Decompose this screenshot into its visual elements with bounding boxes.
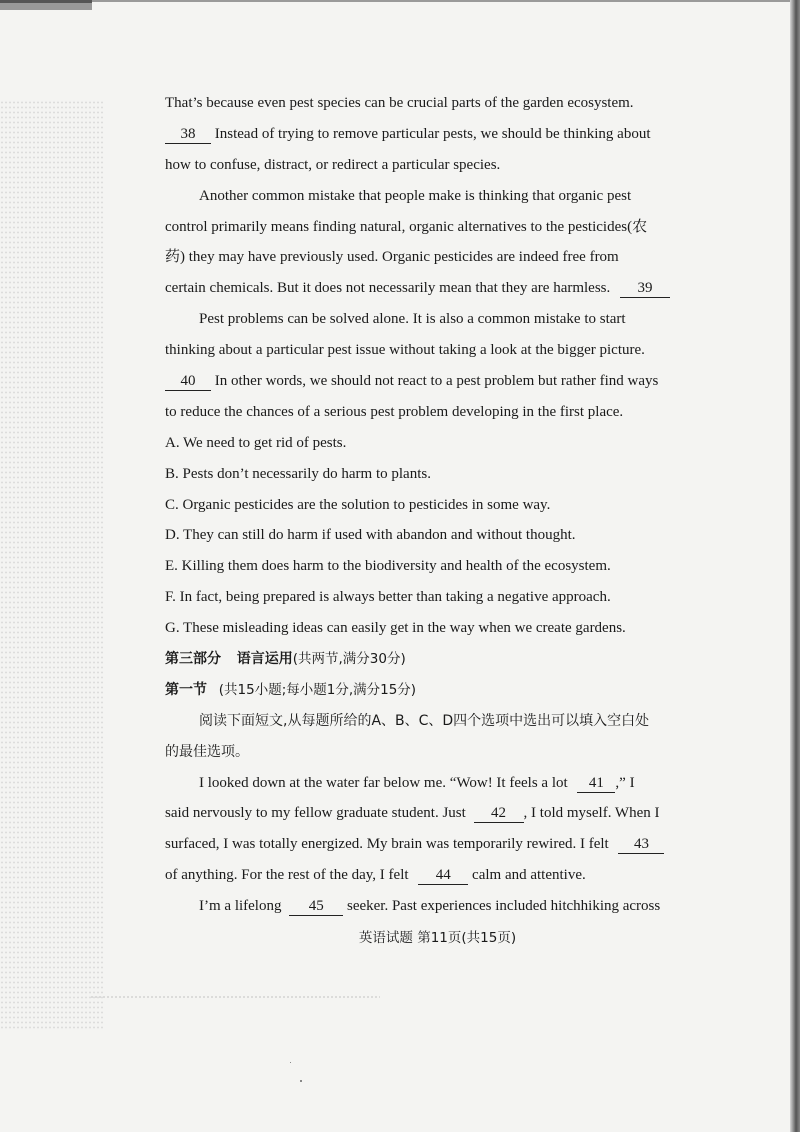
passage-line-2: [165, 798, 710, 829]
answer-blank-43[interactable]: 43: [618, 836, 664, 854]
paragraph-2-line-3: 药) they may have previously used. Organic pesticides are indeed free from: [165, 249, 619, 266]
subsection-1-title: 第一节: [165, 681, 207, 698]
paragraph-3-line-1: Pest problems can be solved alone. It is also a common mistake to start: [199, 311, 626, 328]
instruction-line-2: 的最佳选项。: [165, 743, 249, 760]
option-g: G. These misleading ideas can easily get in the way when we create gardens.: [165, 620, 626, 637]
passage-line-5-text-a: I’m a lifelong: [199, 898, 282, 915]
passage-line-4: [165, 860, 710, 891]
paragraph-3-line-2: thinking about a particular pest issue without taking a look at the bigger picture.: [165, 342, 645, 359]
passage-line-2-text-b: , I told myself. When I: [523, 805, 660, 822]
scan-edge-right: [790, 0, 800, 1132]
answer-blank-39[interactable]: 39: [620, 280, 670, 298]
option-e: E. Killing them does harm to the biodiversity and health of the ecosystem.: [165, 558, 611, 575]
answer-blank-40[interactable]: 40: [165, 373, 211, 391]
paragraph-3-line-3: [165, 366, 710, 397]
section-3-description: (共两节,满分30分): [292, 651, 406, 668]
passage-line-2-text-a: said nervously to my fellow graduate student. Just: [165, 805, 466, 822]
paragraph-2-line-4-text: certain chemicals. But it does not necessarily mean that they are harmless.: [165, 280, 611, 297]
paragraph-3-line-3-text: In other words, we should not react to a pest problem but rather find ways: [214, 373, 659, 390]
passage-line-3: [165, 829, 710, 860]
passage-line-1-text-b: ,” I: [615, 774, 635, 791]
option-d: D. They can still do harm if used with abandon and without thought.: [165, 527, 576, 544]
subsection-1-description: (共15小题;每小题1分,满分15分): [218, 681, 417, 698]
paragraph-1-line-2-text: Instead of trying to remove particular pests, we should be thinking about: [214, 125, 651, 142]
page-footer: 英语试题 第11页(共15页): [358, 930, 517, 946]
exam-page: [165, 88, 710, 946]
answer-blank-41[interactable]: 41: [577, 775, 615, 793]
paragraph-2-line-4: [165, 273, 710, 304]
scan-noise-left: [0, 100, 105, 1030]
passage-line-1: [165, 768, 710, 799]
paragraph-2-line-2: control primarily means finding natural, organic alternatives to the pesticides(农: [165, 218, 648, 235]
answer-blank-45[interactable]: 45: [289, 898, 343, 916]
answer-blank-42[interactable]: 42: [474, 805, 524, 823]
paragraph-1-line-1: That’s because even pest species can be crucial parts of the garden ecosystem.: [165, 95, 634, 111]
subsection-1-heading: [165, 675, 710, 706]
section-3-heading: [165, 644, 710, 675]
section-3-name: 语言运用: [236, 651, 293, 668]
passage-line-5-text-b: seeker. Past experiences included hitchhiking across: [346, 898, 661, 915]
scan-edge-top-line: [92, 0, 800, 2]
passage-line-1-text-a: I looked down at the water far below me. “Wow! It feels a lot: [199, 774, 568, 791]
scan-speck: [300, 1080, 302, 1082]
answer-blank-44[interactable]: 44: [418, 867, 468, 885]
option-a: A. We need to get rid of pests.: [165, 434, 347, 451]
scan-noise-bottom: [90, 995, 380, 999]
option-b: B. Pests don’t necessarily do harm to plants.: [165, 465, 431, 482]
paragraph-1-line-2: [165, 119, 710, 150]
paragraph-1-line-3: how to confuse, distract, or redirect a particular species.: [165, 156, 501, 173]
passage-line-5: [165, 891, 710, 922]
option-f: F. In fact, being prepared is always better than taking a negative approach.: [165, 589, 611, 606]
option-c: C. Organic pesticides are the solution to pesticides in some way.: [165, 496, 551, 513]
passage-line-3-text-a: surfaced, I was totally energized. My brain was temporarily rewired. I felt: [165, 836, 609, 853]
passage-line-4-text-a: of anything. For the rest of the day, I felt: [165, 867, 409, 884]
scan-speck: [290, 1062, 291, 1063]
section-3-title: 第三部分: [165, 651, 221, 668]
paragraph-2-line-1: Another common mistake that people make is thinking that organic pest: [199, 187, 632, 204]
scan-edge-top: [0, 0, 92, 10]
instruction-line-1: 阅读下面短文,从每题所给的A、B、C、D四个选项中选出可以填入空白处: [199, 712, 650, 729]
paragraph-3-line-4: to reduce the chances of a serious pest problem developing in the first place.: [165, 403, 624, 420]
passage-line-4-text-b: calm and attentive.: [472, 867, 586, 884]
answer-blank-38[interactable]: 38: [165, 126, 211, 144]
